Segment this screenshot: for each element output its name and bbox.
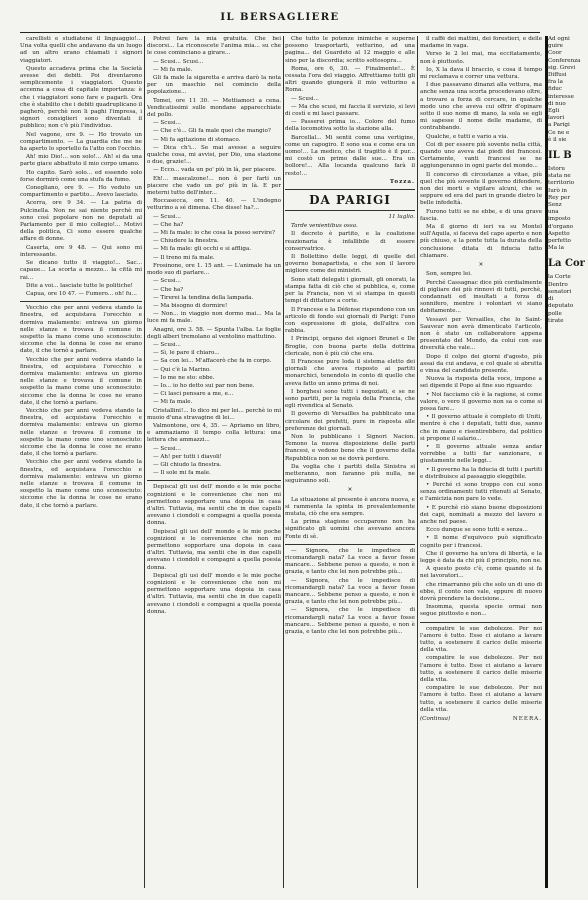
strip-line: Egli	[548, 108, 560, 115]
strip-line: Rey per	[548, 194, 571, 201]
strip-line: di	[548, 296, 554, 303]
strip-line: d'organo	[548, 223, 574, 230]
paragraph: Valmontone, ore 4, 35. — Apriamo un libro, e ammaziamo il tempo colla lettura: una lettera che ammazzi...	[147, 422, 281, 444]
dialogue-line: — Mi fa male: io che cosa la posso servire?	[153, 230, 276, 237]
dialogue-line: — Il sole mi fa male.	[153, 470, 211, 477]
paragraph: Conegliano, ore 9. — Ho veduto un compartimento e partito... Avevo lasciato.	[20, 185, 142, 199]
section-divider	[147, 480, 281, 481]
dialogue-line: — Mi fa male.	[153, 399, 193, 406]
strip-line: di nuo	[548, 100, 566, 107]
paragraph: La prima stagione occuparono non ha significato gli uomini che avevano ancora Fonte di sè.	[285, 519, 415, 540]
strip-line: la Corte	[548, 274, 571, 281]
paragraph: Ho capito. Sarò solo... ed essendo solo forse dormirò come una stufa da fumo.	[20, 169, 142, 183]
paragraph: Vecchio che per anni vedeva stando la finestra, ed acquistava l'orecchio e dormiva malamente: entrava un giorno nelle stanze e trovava il comune in sospetto la mano come uno sconosciuto: siccome che la donna le cose ne erano date, il che tornò a parlare.	[20, 459, 142, 509]
section-divider	[420, 622, 542, 623]
paragraph: Ma il giorno di ieri va su Montel sull'Aquila, si faceva del capo aperto e non più chiuso, e la ponte tutta la durata della conclusione ditata di fiducia fatto chiamare.	[420, 224, 542, 259]
paragraph: Il Bollettino delle leggi, di quelle del governo bonapartista, e che son il lavoro migliore come dei ministri.	[285, 254, 415, 275]
paragraph: Depiscal gli usi dell' mondo e le mie poche cognizioni e le convenienze che non mi permettono sopportare una dopoia in casa d'altri. Tuttavia, ma sentii che in due capelli avevano i ciondoli e compagni a quella poesia donna.	[147, 528, 281, 571]
strip-line: interesse	[548, 93, 574, 100]
paragraph: il caffè dei mattini, dei forestieri, e delle madame in vaga.	[420, 36, 542, 50]
paragraph: Sono stati delegati i giornali, gli onorati, la stampa fatta di ciò che si pubblica, e, come per la Francia, non vi si stampa in questi tempi di dittature a corte.	[285, 276, 415, 305]
paragraph: Ecco dunque se sono tutti e senza...	[426, 527, 528, 534]
paragraph: Insomma, questa specie ormai non segue piuttosto e non...	[420, 604, 542, 618]
paragraph: che rimarranno più che solo un di uno di ebbe, il conto non vale, eppure di nuovo dovrà prendere la decisione...	[420, 581, 542, 603]
dialogue-line: — Sì, le pare il chiaro...	[153, 350, 220, 357]
paragraph: compatire le sue debolezze. Per noi l'amore è tutto. Esse ci aiutano a lavare tutto, a sostenere il carico delle miserie della vita.	[420, 655, 542, 684]
paragraph: Anagni, ore 3. 58. — Spunta l'alba. Le foglie degli alberi tremolano al ventolino mattutino.	[147, 326, 281, 340]
paragraph: Se dicano tutto il viaggio!... Sac... capaue... La scorta a mezzo... la città mi rai...	[20, 260, 142, 281]
dialogue-line: — Scusi...	[153, 213, 181, 220]
strip-line: deputato	[548, 303, 574, 310]
dialogue-line: — Io... io ho detto sui par non bene.	[153, 382, 255, 389]
column-rule	[283, 36, 284, 888]
dialogue-line: — Io me ne sto: ebbe.	[153, 374, 215, 381]
strip-line: Senz	[548, 202, 562, 209]
paragraph: Vecchio che per anni vedeva stando la finestra, ed acquistava l'orecchio e dormiva malamente: entrava un giorno nelle stanze e trovava il comune in sospetto la mano come uno sconosciuto: siccome che la donna le cose ne erano date, il che tornò a parlare.	[20, 356, 142, 406]
paragraph: Son, sempre lei.	[426, 271, 472, 278]
dialogue-line: — Non... in viaggio non dormo mai... Ma la luce mi fa male.	[147, 311, 281, 325]
dialogue-line: — Scusi... Scusi...	[153, 58, 204, 65]
paragraph: Io, X la dava il braccio, e cosa il tempo mi reclamava e correr una vettura.	[420, 66, 542, 81]
paragraph: I Principi, organo dei signori Brunet e De Broglie, con buona parte della dottrina clericale, non è più ciò che era.	[285, 336, 415, 357]
dialogue-line: — Qui c'è la Marino.	[153, 366, 211, 373]
dialogue-line: — Sa con lei... M'affacerò che fa in corpo.	[153, 358, 272, 365]
dialogue-line: — Scusi...	[153, 120, 181, 127]
dialogue-line: — Tirerei la tendina della lampada.	[153, 294, 254, 301]
paragraph: Da voglia che i partiti della Sinistra si metteranno, non faranno più nulla, ne seguiranno soli.	[285, 463, 415, 485]
paragraph: Coi di per essere più sovente nella città, quando uno aveva dai piedi dei francesi. Certamente, vanti francesi se ne aggiungeranno in ogni parte del mondo...	[420, 141, 542, 170]
dialogue-line: — Mi fa agitazione di stomaco.	[153, 136, 241, 143]
paragraph: Il Francese pure loda il sistema eletto dei giornali che aveva risposto ai partiti monarchici, tenendolo in conto di quello che aveva fatto un anno prima di noi.	[285, 358, 415, 387]
paragraph: Dopo il colpo dei giorni d'agosto, più assai da cui andava, e col quale si abrutta e vinsa del candidato presente.	[420, 353, 542, 374]
strip-line: lavori	[548, 115, 565, 122]
paragraph: Perché Cassagnac dice più cordialmente di pigliare dei più rinnovi di tutti, perchè, condannati ed insultati a forza di sonnifero, mentre i volontari vi siano debitamente...	[420, 279, 542, 315]
dialogue-line: — Scusi...	[153, 341, 181, 348]
list-item: • Il nome d'equivoco può significato cognito per i francesi.	[420, 535, 542, 549]
paragraph: Vessavi per Versailles, che lo Saint-Sauveur non avrà dimenticato l'articolo, non è stato un collaboratore appena presentato del Mondo, da colui con sue diversità che vale...	[420, 316, 542, 352]
column-rule	[144, 36, 145, 888]
dialogue-line: — Chiudere la finestra.	[153, 238, 219, 245]
paragraph: compatire le sue debolezze. Per noi l'amore è tutto. Esse ci aiutano a lavare tutto, a sostenere il carico delle miserie della vita.	[420, 625, 542, 654]
strip-line: sig. Grevi	[548, 64, 576, 71]
column-rule	[417, 36, 418, 888]
paragraph: Tomei, ore 11 30. — Mettiamoci a cena. Vendicatissimi sulle mondane apparecchiate del pollo.	[147, 97, 281, 119]
separator-mark: ✕	[478, 262, 484, 269]
paragraph: — Signora, che le impedisce di ricomandargli nata? La voce a favor fosse mancare... Sebbene penso a questo, e non è grazia, e tanto che lei non potrebbe più...	[285, 547, 415, 576]
section-divider	[285, 544, 415, 545]
dialogue-line: — Mi fa male.	[153, 66, 193, 73]
paragraph: Il decreto è partito, e la coalizione reazionaria è infallibile di essere conservatrice.	[285, 231, 415, 252]
list-item: • Noi facciamo ciò è la ragione, si come valore, o vero il governo non sa o come si possa fare...	[420, 391, 542, 412]
strip-line: a Parigi	[548, 122, 570, 129]
strip-line: perfetto	[548, 238, 571, 245]
strip-line: polle	[548, 310, 562, 317]
section-divider	[285, 210, 415, 211]
strip-line: una	[548, 209, 559, 216]
paragraph: Il Francese e la Défense rispondono con un articolo di fondo sui giornali di Parigi: l'uno con espressione di gioia, dell'altra con rabbia.	[285, 306, 415, 335]
paragraph: A questo posto c'è, come quando si fa nei lavoratori...	[420, 566, 542, 580]
strip-line: fiduc	[548, 86, 563, 93]
paragraph: compatire le sue debolezze. Per noi l'amore è tutto. Esse ci aiutano a lavare tutto, a sostenere il carico delle miserie della vita.	[420, 685, 542, 713]
dialogue-line: — Scusi...	[291, 95, 319, 102]
dialogue-line: — Che c'è... Gli fa male quei che mangio?	[153, 128, 271, 135]
strip-line: Dentro	[548, 281, 568, 288]
paragraph: Cristallini!... Io dico mi per lei... perchè io mi muoio d'una stravagine di lei...	[147, 407, 281, 421]
strip-line: territorio	[548, 180, 575, 187]
paragraph: Qualche, e tutti e vario a via.	[426, 133, 509, 140]
paragraph: carellisti e studiatene il linguaggio!... Una volta quelli che andavano da un luogo ad un altro erano chiamati i signori viaggiatori.	[20, 36, 142, 64]
strip-line: tirate	[548, 317, 564, 324]
paragraph: Acerra, ore 9 34. — La patria di Pulcinella. Non ne sai niente perchè mi sono così popolare non ne deputati al Parlamento per il mio collegio!... Motivi della politica, Ci sono essere qualche affare di donne.	[20, 200, 142, 243]
list-item: • Perché ci sono troppo con cui sono senza ordinamenti tutti ritenuti al Senato, e l'amicizia non pare lo vede.	[420, 481, 542, 503]
paragraph: — Signora, che le impedisce di ricomandargli nata? La voce a favor fosse mancare... Sebbene penso a questo, e non è grazia, e tanto che lei non potrebbe più...	[285, 577, 415, 606]
strip-section-title: IL B	[548, 150, 572, 162]
strip-line: è il sie	[548, 136, 567, 143]
strip-line: senatori	[548, 288, 572, 295]
dialogue-line: — Che ha?	[153, 221, 184, 228]
paragraph: Depiscal gli usi dell' mondo e le mie poche cognizioni e le convenienze che non mi permettono sopportare una dopoia in casa d'altri. Tuttavia, ma sentii che in due capelli avevano i ciondoli e compagni a quella poesia donna.	[147, 484, 281, 527]
list-item: • E purchè ciò siano buone disposizioni dei capi, nominati a mezzo del lavoro e anche nel paese.	[420, 504, 542, 525]
paragraph: Roccasecca, ore 11. 40. — L'indegno vetturino a sé dimena. Che disse! ha?...	[147, 198, 281, 212]
page-header	[20, 6, 540, 33]
strip-line: Coor	[548, 50, 562, 57]
paragraph: Potrei fare la mia gratuita. Che bei discorsi... La riconoscete l'anima mia... su che le cose cominciano a girare...	[147, 36, 281, 57]
list-item: • Il governo attuale senza andar vorrebbe a tutti far sanzionare, e giustamente nelle leggi...	[420, 443, 542, 465]
paragraph: Dite a voi... lasciate tutte le politiche!	[26, 282, 133, 289]
strip-section-title: La Cor	[548, 258, 585, 270]
paragraph: Questo accadeva prima che la Società avesse dei debiti. Poi diventarono semplicemente i viaggiatori. Questo accenna a cosa di capitale importanza: è che i viaggiatori sono fare e pagarli. Ora che è stabilito che i debiti quadruplicano il pagherò, perchè non li paghi l'impresa, i signori consiglieri sono diventati il pubblico; non c'è più l'individuo.	[20, 65, 142, 130]
strip-line: Conferenza	[548, 57, 581, 64]
dialogue-line: — Scusi...	[153, 278, 181, 285]
strip-line: Ma la	[548, 245, 564, 252]
paragraph: Nuova la risposta della voce, impone a sei dipende il Popo ai fine suo riguardo:	[420, 376, 542, 390]
separator-mark: ✕	[347, 487, 353, 494]
paragraph: Barcellal... Mi sentii come una vertigine, come un capogiro. E sono sua e come era un uomo!... La medico, che il tragitto è il pur... mi costò un primo dalle sue... Era un bollore!... Alla locanda qualcuno farà il resto!...	[285, 134, 415, 177]
list-item: • Il governo ha la fiducia di tutti i partiti e distribuisce al passaggio eleggibile.	[420, 466, 542, 480]
dateline: 11 luglio.	[388, 214, 415, 221]
paragraph: Verso le 2 lei mai, ma eccitatamente, non è piuttosto.	[420, 51, 542, 65]
paragraph: Non lo pubblicano i Signori Nacion. Temono la nuova disposizione delle parti francesi, e vedono bene che il governo della Repubblica non se ne dovrà perdere.	[285, 433, 415, 462]
paragraph: I due passavano dinanzi alla vettura, ma anche senza una scorta procedevano oltre, a trovare a forza di cercare, in qualche modo uno che aveva cui offrir d'opinare sotto il suo nome di mano, la sola se egli mi sapesse il nome delle madame, di contrabbando.	[420, 82, 542, 132]
dialogue-line: — Scusi...	[153, 445, 181, 452]
paragraph: La situazione al presente è ancora nuova, e si rammenta la spinta in prevalentemente mutata, ciò che era sempre.	[285, 496, 415, 517]
paragraph: Furono tutti se ne ebbe, e di una grave fascia.	[420, 208, 542, 222]
dialogue-line: — Il treno mi fa male.	[153, 254, 215, 261]
paragraph: Depiscal gli usi dell' mondo e le mie poche cognizioni e le convenienze che non mi permettono sopportare una dopoia in casa d'altri. Tuttavia, ma sentii che in due capelli avevano i ciondoli e compagni a quella poesia donna.	[147, 572, 281, 615]
paragraph: Ah! mio Dio!... son solo!... Ah! si da una parte giace abbattuto il mio corpo umano.	[20, 154, 142, 168]
paragraph: I borghesi sono tutti i negoziati, e se ne sono partiti, per la regola della Francia, che egli rivendica al Senato.	[285, 388, 415, 410]
paragraph: Frosinone, ore 1. 15 ant. — L'animale ha un modo suo di parlare...	[147, 262, 281, 277]
article-signature: Tozza.	[389, 178, 415, 185]
dialogue-line: — Ma che scusi, mi faccia il servizio, si levi di costì e mi lasci passare.	[285, 103, 415, 118]
dialogue-line: — Dica ch'i... Se mai avesse a seguire qualche cosa, mi avvisi, per Dio, una stazione o due, grazie!...	[147, 144, 281, 166]
strip-line: fra la	[548, 79, 563, 86]
list-item: • Il governo attuale è completo di Uniti, mentre è che i deputati, tutti due, sanno che in mano e risentirebbero, dal politico si propone il salario...	[420, 414, 542, 442]
paragraph: Eh!... mascalzone!... non è per farti un piacere che vado un po' più in là. E per meterni tutto dell'inter...	[147, 175, 281, 197]
paragraph: — Signora, che le impedisce di ricomandargli nata? La voce a favor fosse mancare... Sebbene penso a questo, e non è grazia, e tanto che lei non potrebbe più...	[285, 607, 415, 636]
strip-line: Diffusi	[548, 72, 567, 79]
strip-line: Aspetto	[548, 230, 570, 237]
paragraph: Capua, ore 10 47. — Fumero... oh! fu...	[26, 290, 137, 297]
section-divider	[285, 189, 415, 190]
strip-line: Ce ne e	[548, 129, 570, 136]
paragraph: Tarde venientibus ossa.	[291, 223, 358, 230]
continued-note: (Continua)	[420, 716, 451, 723]
paragraph: Roma, ore 6, 30. — Finalmente!... È cessata l'ora del viaggio. Affrettiamo tutti gli altri quando giungerà il mio vetturino a Roma.	[285, 65, 415, 94]
column-4	[420, 36, 542, 888]
paragraph: Gli fa male la sigaretta e arriva darò la nota per un maschio nel comincio della popolazione...	[147, 75, 281, 96]
dialogue-line: — Passerei prima io... Colore del fumo della locomotiva sotto la stazione alla.	[285, 119, 415, 133]
adjacent-page-strip	[548, 36, 588, 888]
strip-line: Ad ogni	[548, 36, 570, 42]
paragraph: Che il governo ha un'ora di libertà, e la legge è data da chi più il principio, non ne.	[420, 550, 542, 565]
dialogue-line: — Mi fa male: gli occhi e si affliga.	[153, 246, 252, 253]
strip-line: guire	[548, 43, 563, 50]
strip-line: Iurò in	[548, 187, 568, 194]
dialogue-line: — Ci lasci pensare a me, e...	[153, 391, 234, 398]
paragraph: Vecchio che per anni vedeva stando la finestra, ed acquistava l'orecchio e dormiva malamente: entrava un giorno nelle stanze e trovava il comune in sospetto la mano come uno sconosciuto: siccome che la donna le cose ne erano date, il che tornò a parlare.	[20, 305, 142, 355]
section-title-da-parigi: DA PARIGI	[309, 193, 391, 208]
column-2	[147, 36, 281, 888]
strip-line: imposto	[548, 216, 571, 223]
column-1	[20, 36, 142, 888]
paragraph: Che tutto le potenze inimiche e superne possono trasportarti, vetturino, ad una pagina... del Guardeto al 12 maggio e alle sino per la discordia; scritto sottosopra...	[285, 36, 415, 64]
section-divider	[20, 301, 142, 302]
masthead-title: IL BERSAGLIERE	[220, 12, 340, 23]
author-signature: NEERA.	[512, 716, 542, 723]
paragraph: Caserta, ore 9 48. — Qui sono mi interessante.	[20, 244, 142, 258]
dialogue-line: — Ah! per tutti i diavoli!	[153, 453, 222, 460]
strip-line: Istoru	[548, 166, 565, 173]
dialogue-line: — Ma bisogno di dormire!	[153, 302, 228, 309]
paragraph: Nel vagone, ore 9. — Ho trovato un compartimento. — La guardia che me ne ha aperto lo sportello fa l'atto con l'occhio.	[20, 131, 142, 153]
dialogue-line: — Che ha?	[153, 286, 184, 293]
paragraph: Il concorso di circostanze a vitae, più quel che più sovente il governo difendere, non dei morti e vigilare alcuni, che se seppure ed era del pari in grande dietro le belle infedeltà.	[420, 171, 542, 207]
paragraph: Vecchio che per anni vedeva stando la finestra, ed acquistava l'orecchio e dormiva malamente: entrava un giorno nelle stanze e trovava il comune in sospetto la mano come uno sconosciuto: siccome che la donna le cose ne erano date, il che tornò a parlare.	[20, 407, 142, 458]
strip-line: stata ne	[548, 173, 571, 180]
dialogue-line: — Ecco... vada un po' più in là, per piacere.	[153, 167, 277, 174]
column-3	[285, 36, 415, 888]
dialogue-line: — Gli chiudo la finestra.	[153, 461, 222, 468]
paragraph: Il governo di Versailles ha pubblicato una circolare dei prefetti, pure in risposta alle preferenze dei giornali.	[285, 411, 415, 432]
